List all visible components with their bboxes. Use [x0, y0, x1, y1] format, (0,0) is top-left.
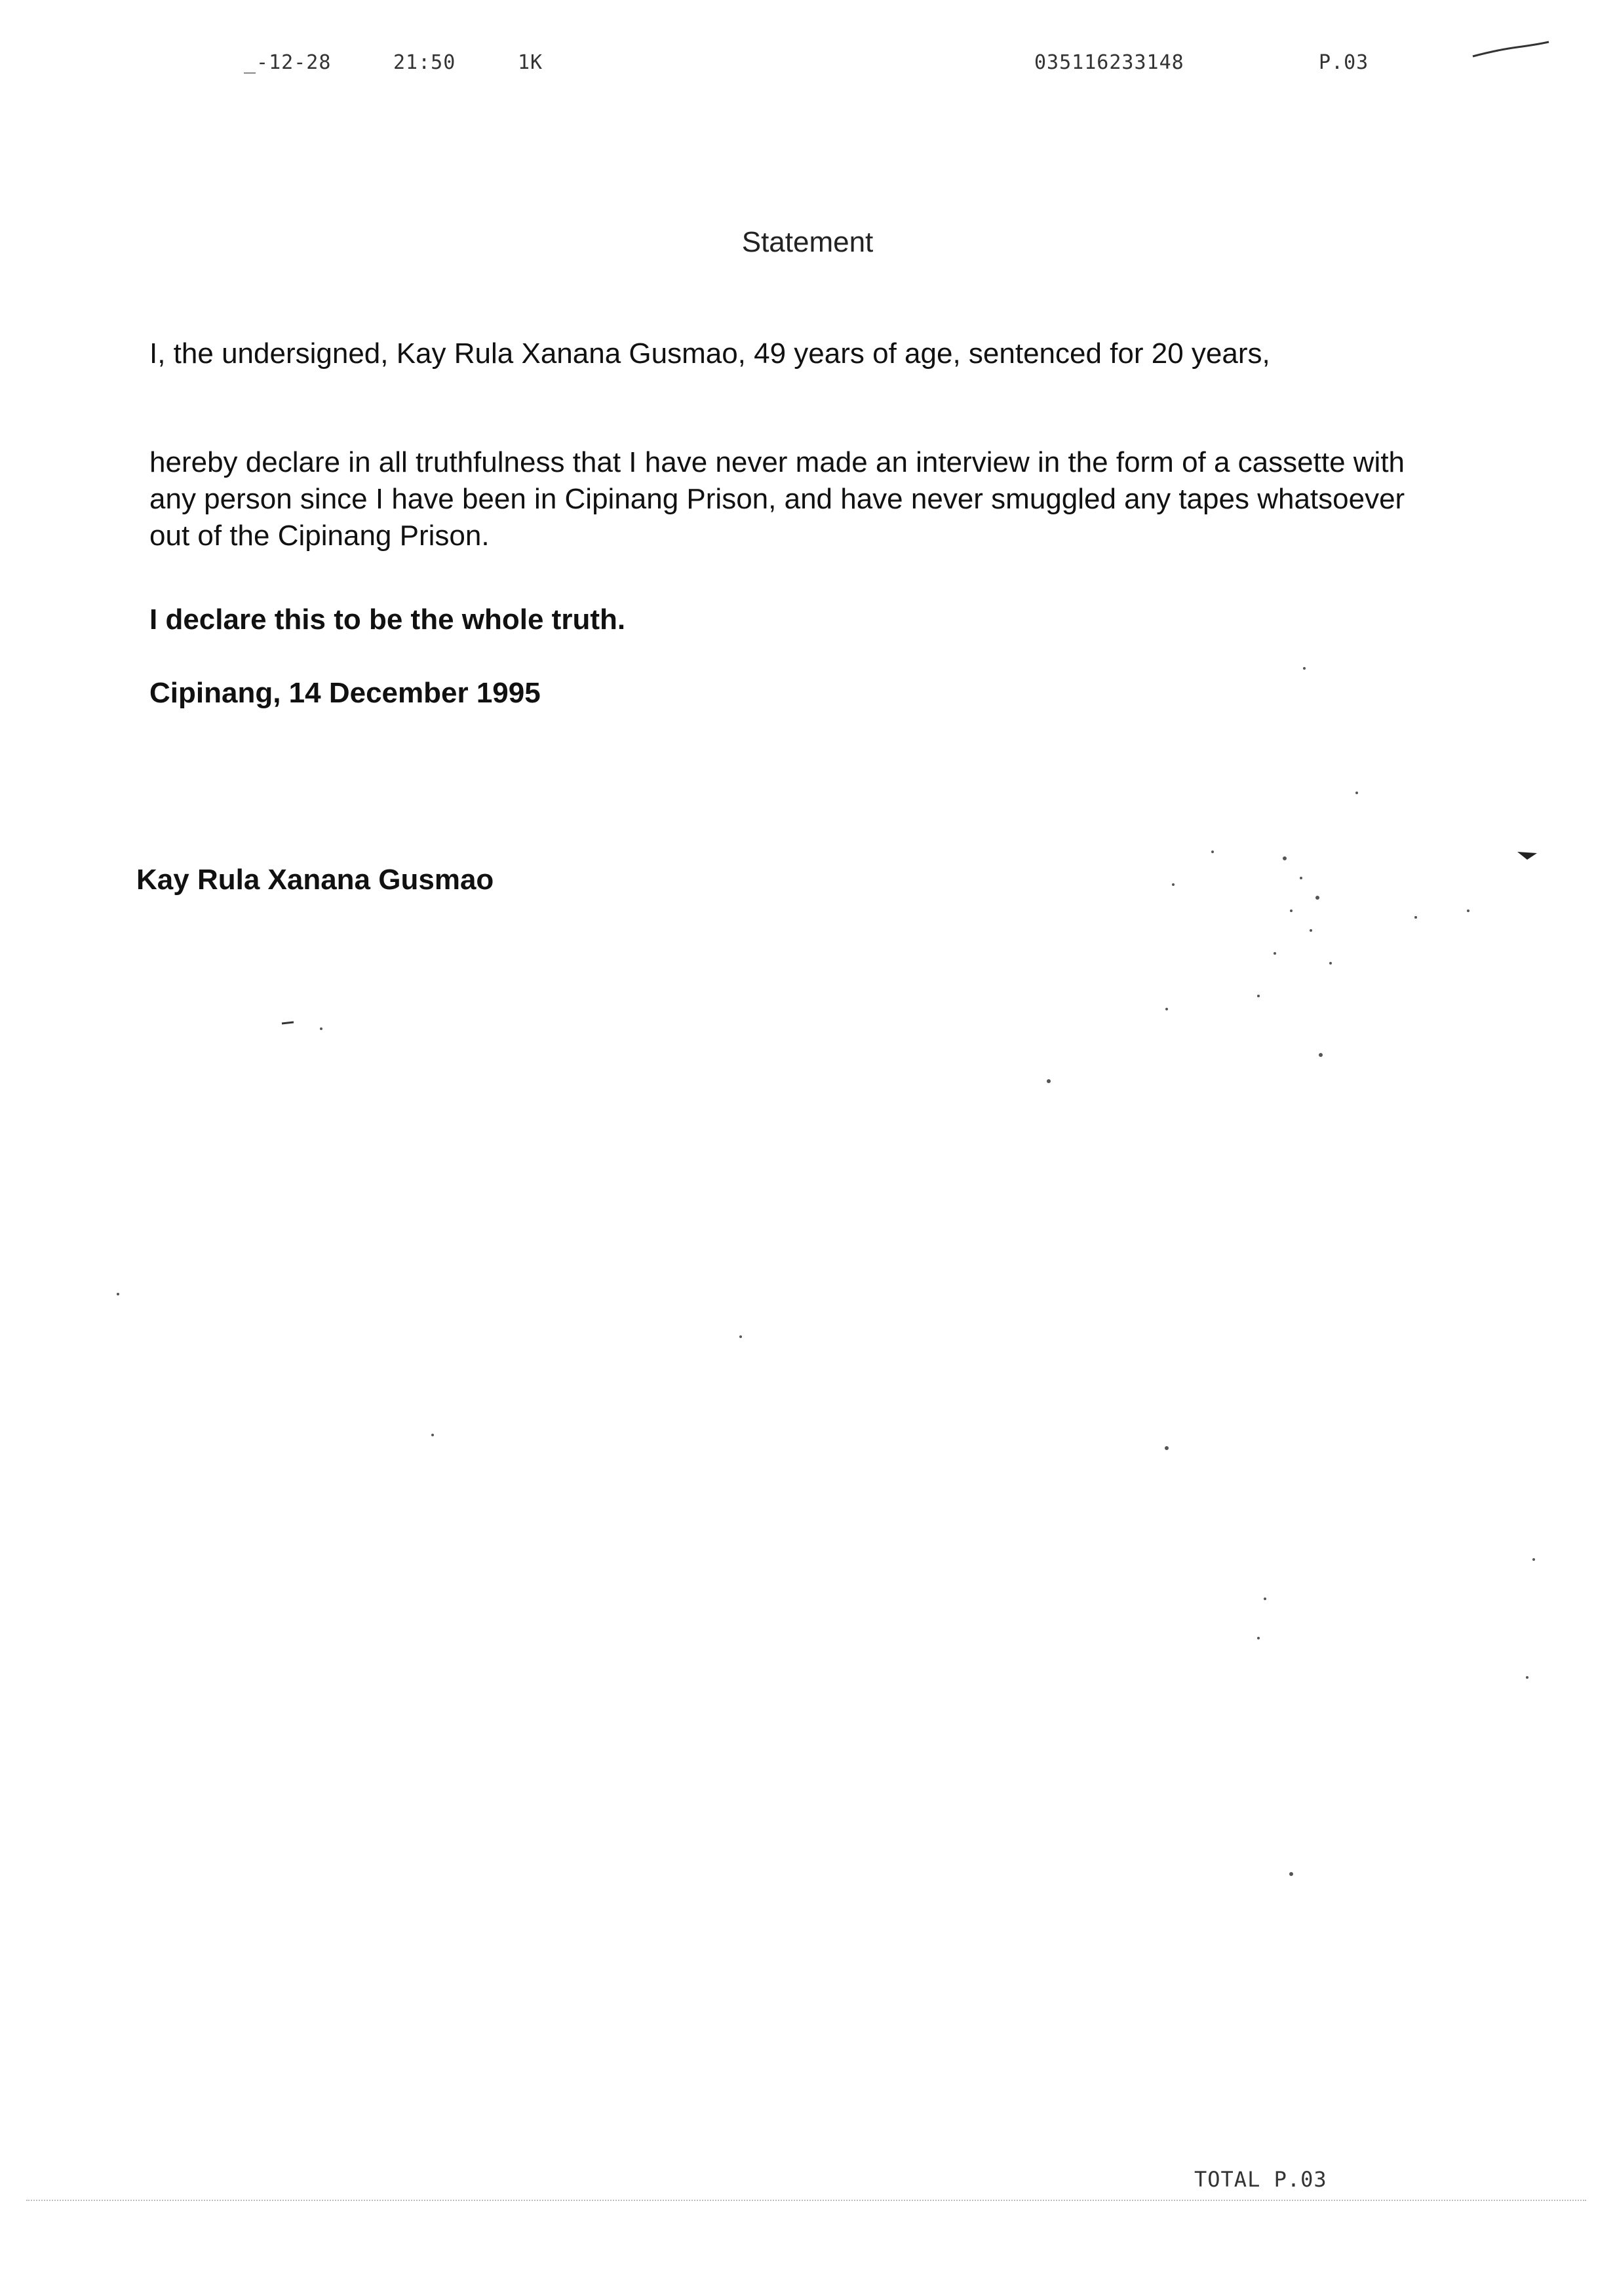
fax-total-pages: TOTAL P.03 — [1194, 2167, 1327, 2192]
declaration-paragraph: hereby declare in all truthfulness that I have never made an interview in the form of a cassette with any person since I have been in Cipinang Prison, and have never smuggled any tapes whatsoever out of the Cipinang Prison. — [149, 446, 1405, 552]
signature-name: Kay Rula Xanana Gusmao — [136, 864, 494, 896]
place-and-date: Cipinang, 14 December 1995 — [149, 677, 541, 709]
fax-number: 035116233148 — [1034, 51, 1184, 74]
fax-date: _-12-28 — [244, 51, 332, 74]
fax-bottom-edge-line — [26, 2200, 1586, 2201]
document-title: Statement — [741, 226, 874, 258]
declarant-paragraph: I, the undersigned, Kay Rula Xanana Gusmao, 49 years of age, sentenced for 20 years, — [149, 337, 1270, 370]
fax-size: 1K — [518, 51, 543, 74]
fax-time: 21:50 — [393, 51, 456, 74]
truth-affirmation: I declare this to be the whole truth. — [149, 603, 626, 636]
fax-page-number: P.03 — [1319, 51, 1369, 74]
